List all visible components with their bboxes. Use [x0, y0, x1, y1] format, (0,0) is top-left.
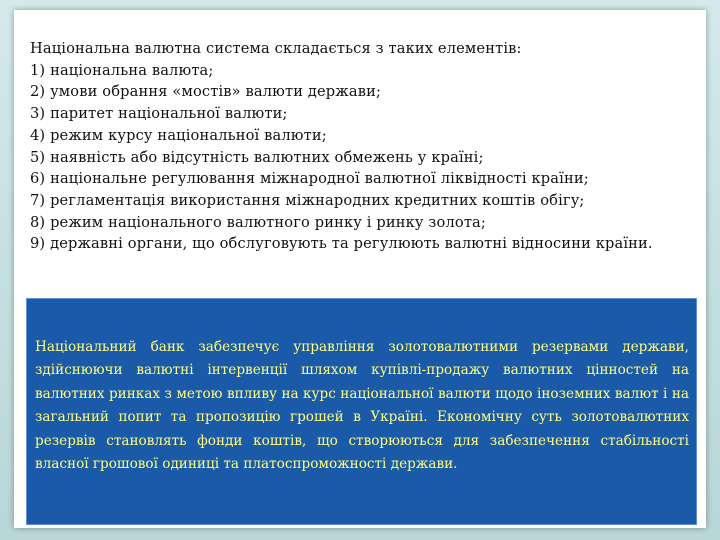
list-item: 1) національна валюта;: [30, 61, 214, 79]
list-item: 3) паритет національної валюти;: [30, 105, 288, 123]
list-item: 6) національне регулювання міжнародної валютної ліквідності країни;: [30, 170, 589, 188]
list-item: 5) наявність або відсутність валютних обмежень у країні;: [30, 148, 484, 166]
list-item: 7) регламентація використання міжнародних кредитних коштів обігу;: [30, 191, 585, 209]
elements-list: [30, 38, 700, 255]
list-item: 8) режим національного валютного ринку і ринку золота;: [30, 213, 486, 231]
list-heading: Національна валютна система складається з таких елементів:: [30, 40, 522, 57]
list-item: 4) режим курсу національної валюти;: [30, 126, 327, 144]
list-item: 2) умови обрання «мостів» валюти держави;: [30, 83, 382, 101]
list-item: 9) державні органи, що обслуговують та регулюють валютні відносини країни.: [30, 235, 653, 253]
callout-text: Національний банк забезпечує управління золотовалютними резервами держави, здійснюючи валютні інтервенції шляхом купівлі-продажу валютних цінностей на валютних ринках з метою впливу на курс національної валюти щодо іноземних валют і на загальний попит та пропозицію грошей в Україні. Економічну суть золотовалютних резервів становлять фонди коштів, що створюються для забезпечення стабільності власної грошової одиниці та платоспроможності держави.: [35, 339, 689, 473]
callout-box: [26, 298, 697, 525]
